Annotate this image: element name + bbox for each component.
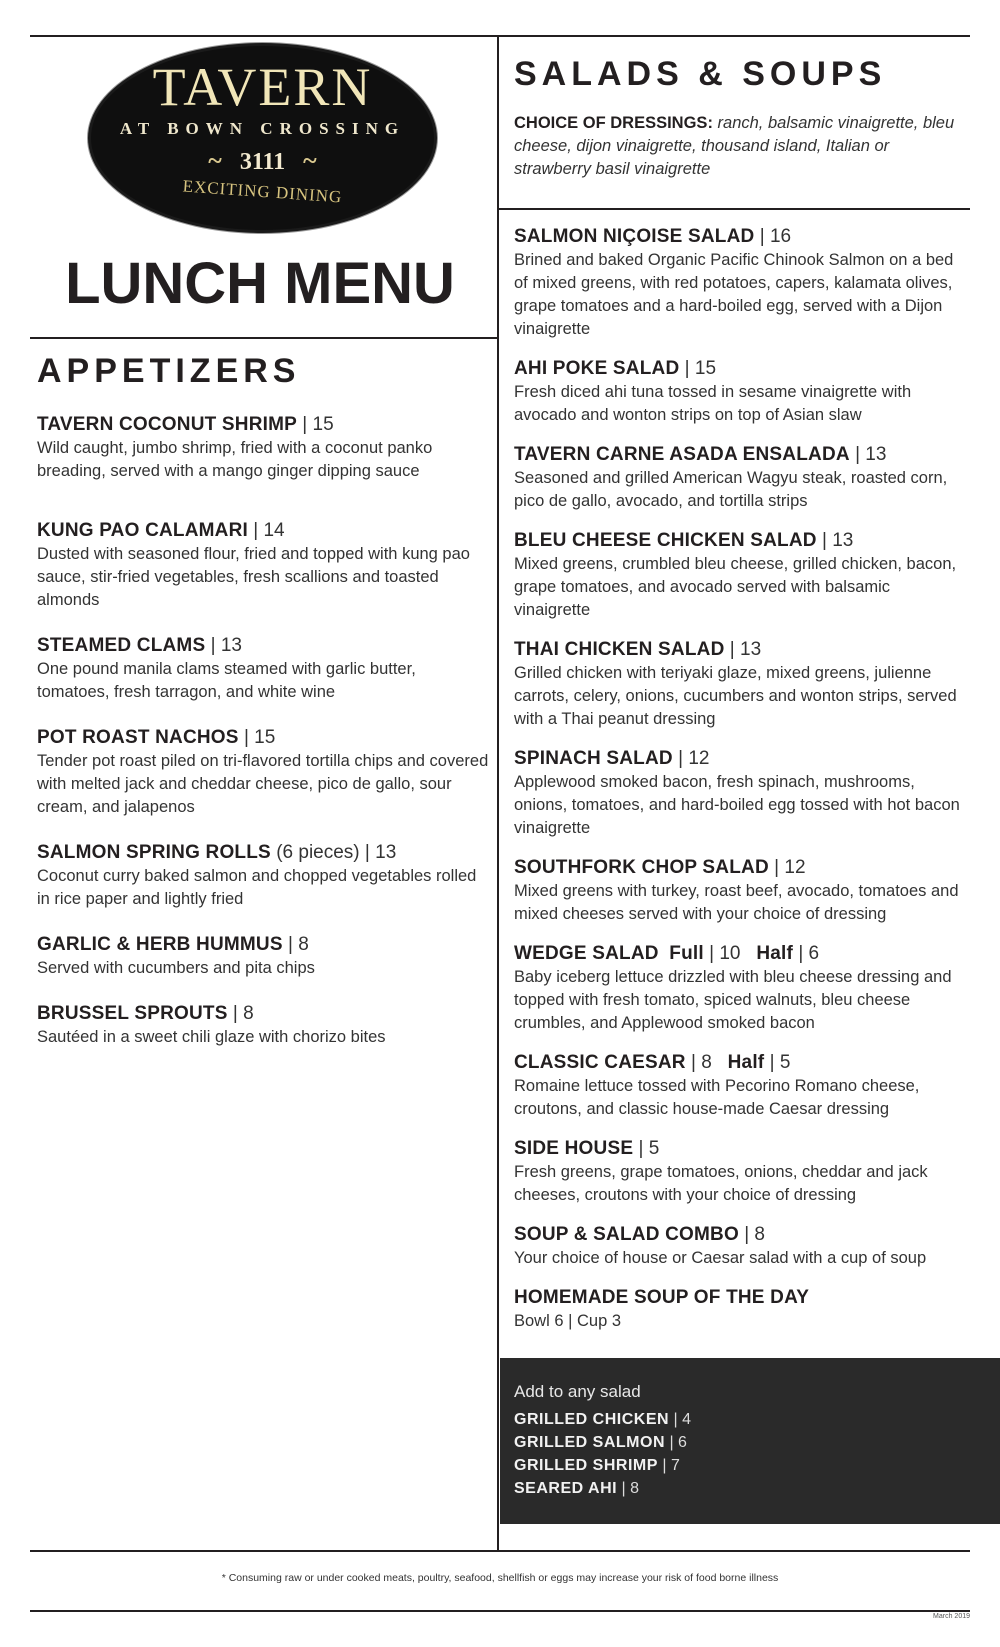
- menu-item-name: SOUP & SALAD COMBO: [514, 1224, 739, 1245]
- menu-item-header: [37, 841, 492, 865]
- menu-item: [514, 357, 969, 427]
- appetizers-list: [37, 413, 492, 1063]
- menu-item-name: SPINACH SALAD: [514, 748, 673, 769]
- addon-price: | 8: [621, 1480, 640, 1497]
- menu-item-name: BRUSSEL SPROUTS: [37, 1003, 228, 1024]
- menu-item-name: AHI POKE SALAD: [514, 358, 680, 379]
- appetizers-title: APPETIZERS: [37, 352, 301, 390]
- menu-item-price: | 5: [638, 1138, 660, 1159]
- menu-item: [514, 1137, 969, 1207]
- menu-item-name: TAVERN COCONUT SHRIMP: [37, 414, 297, 435]
- menu-item: [514, 1223, 969, 1270]
- menu-item-header: [514, 856, 969, 880]
- menu-item-description: Wild caught, jumbo shrimp, fried with a coconut panko breading, served with a mango ginger dipping sauce: [37, 439, 433, 480]
- menu-item-half-price: | 5: [769, 1052, 791, 1073]
- menu-item: [514, 225, 969, 341]
- menu-item-name: BLEU CHEESE CHICKEN SALAD: [514, 530, 817, 551]
- menu-item-price: | 13: [729, 639, 762, 660]
- dressings-note: [514, 112, 964, 181]
- menu-item-price: | 8: [288, 934, 309, 955]
- addon-name: SEARED AHI: [514, 1480, 618, 1497]
- salad-addons-box: [500, 1358, 1000, 1524]
- menu-item-name: STEAMED CLAMS: [37, 635, 206, 656]
- menu-item-name: POT ROAST NACHOS: [37, 727, 239, 748]
- menu-item: [37, 413, 492, 483]
- menu-item-description: Dusted with seasoned flour, fried and topped with kung pao sauce, stir-fried vegetables, fresh scallions and toasted almonds: [37, 545, 470, 609]
- menu-item-half-price: | 6: [798, 943, 820, 964]
- menu-item-price: | 13: [855, 444, 887, 465]
- menu-item-price: | 12: [774, 857, 806, 878]
- menu-item-price: | 13: [210, 635, 242, 656]
- menu-item: [37, 841, 492, 911]
- menu-item-header: [514, 443, 969, 467]
- menu-item-description: Sautéed in a sweet chili glaze with chorizo bites: [37, 1028, 386, 1046]
- menu-item: [514, 1051, 969, 1121]
- dressings-rule: [498, 208, 970, 210]
- swirl-right-icon: ~: [303, 146, 317, 175]
- logo-number: 3111: [239, 149, 286, 175]
- menu-item-name: SOUTHFORK CHOP SALAD: [514, 857, 769, 878]
- menu-item-header: [37, 634, 492, 658]
- menu-item: [37, 1002, 492, 1049]
- menu-item-name: SALMON NIÇOISE SALAD: [514, 226, 755, 247]
- menu-item: [514, 856, 969, 926]
- menu-item-price: | 12: [678, 748, 710, 769]
- menu-item: [37, 933, 492, 980]
- menu-item-name: SIDE HOUSE: [514, 1138, 634, 1159]
- addon-item: [514, 1408, 691, 1431]
- menu-item-price: | 8: [691, 1052, 712, 1073]
- menu-item-header: [514, 1137, 969, 1161]
- menu-item-header: [37, 933, 492, 957]
- menu-item-header: [514, 747, 969, 771]
- menu-item-description: Seasoned and grilled American Wagyu steak, roasted corn, pico de gallo, avocado, and tortilla strips: [514, 469, 948, 510]
- menu-item-price: | 13: [364, 842, 397, 863]
- dressings-label: CHOICE OF DRESSINGS:: [514, 114, 713, 132]
- menu-item-header: [37, 726, 492, 750]
- column-divider: [497, 35, 499, 1550]
- menu-item-header: [514, 1051, 969, 1075]
- addon-price: | 6: [669, 1434, 687, 1451]
- menu-item-header: [514, 1223, 969, 1247]
- menu-item-description: Fresh greens, grape tomatoes, onions, cheddar and jack cheeses, croutons with your choice of dressing: [514, 1163, 928, 1204]
- menu-item-description: Romaine lettuce tossed with Pecorino Romano cheese, croutons, and classic house-made Caesar dressing: [514, 1077, 920, 1118]
- menu-item-description: Brined and baked Organic Pacific Chinook Salmon on a bed of mixed greens, with red potatoes, capers, kalamata olives, grape tomatoes and a hard-boiled egg, served with a Dijon vinaigrette: [514, 251, 954, 338]
- menu-item-price: | 15: [302, 414, 334, 435]
- menu-item: [37, 726, 492, 819]
- menu-item-description: One pound manila clams steamed with garlic butter, tomatoes, fresh tarragon, and white wine: [37, 660, 416, 701]
- menu-item-description: Tender pot roast piled on tri-flavored tortilla chips and covered with melted jack and cheddar cheese, pico de gallo, sour cream, and jalapenos: [37, 752, 489, 816]
- menu-item-header: [514, 1286, 969, 1310]
- menu-item: [514, 638, 969, 731]
- logo-number-row: [91, 146, 434, 176]
- menu-item-header: [514, 357, 969, 381]
- menu-item-price: | 15: [243, 727, 276, 748]
- menu-item-description: Your choice of house or Caesar salad with a cup of soup: [514, 1249, 927, 1267]
- menu-item-price: | 8: [744, 1224, 765, 1245]
- menu-item-portion: (6 pieces): [276, 842, 360, 863]
- menu-item-price: | 15: [684, 358, 717, 379]
- addon-name: GRILLED CHICKEN: [514, 1411, 670, 1428]
- menu-item: [514, 443, 969, 513]
- menu-item-price: | 16: [759, 226, 792, 247]
- title-rule: [30, 337, 498, 339]
- addon-item: [514, 1454, 691, 1477]
- menu-item-description: Coconut curry baked salmon and chopped vegetables rolled in rice paper and lightly fried: [37, 867, 477, 908]
- salads-list: [514, 225, 969, 1349]
- menu-item-full-label: Full: [669, 943, 704, 964]
- menu-item-header: [514, 529, 969, 553]
- top-rule: [30, 35, 970, 37]
- menu-item: [514, 747, 969, 840]
- tavern-logo: [88, 43, 437, 233]
- menu-item-name: THAI CHICKEN SALAD: [514, 639, 725, 660]
- addon-item: [514, 1431, 691, 1454]
- menu-item-name: TAVERN CARNE ASADA ENSALADA: [514, 444, 850, 465]
- dressings-text: ranch, balsamic vinaigrette, bleu cheese, dijon vinaigrette, thousand island, Italian or strawberry basil vinaigrette: [514, 114, 955, 178]
- addons-list: [514, 1408, 691, 1500]
- swirl-left-icon: ~: [208, 146, 222, 175]
- menu-item-name: SALMON SPRING ROLLS: [37, 842, 271, 863]
- menu-item: [37, 634, 492, 704]
- menu-item: [37, 519, 492, 612]
- menu-item-description: Bowl 6 | Cup 3: [514, 1312, 622, 1330]
- menu-item-description: Fresh diced ahi tuna tossed in sesame vinaigrette with avocado and wonton strips on top of Asian slaw: [514, 383, 912, 424]
- date-note: March 2019: [933, 1613, 970, 1620]
- menu-item-header: [37, 1002, 492, 1026]
- menu-item-description: Baby iceberg lettuce drizzled with bleu cheese dressing and topped with fresh tomato, spiced walnuts, bleu cheese crumbles, and Applewood smoked bacon: [514, 968, 952, 1032]
- logo-subtitle: AT BOWN CROSSING: [119, 119, 406, 138]
- menu-item-name: GARLIC & HERB HUMMUS: [37, 934, 283, 955]
- menu-item-header: [37, 519, 492, 543]
- menu-item-header: [514, 638, 969, 662]
- menu-item-name: WEDGE SALAD: [514, 943, 659, 964]
- menu-item-description: Applewood smoked bacon, fresh spinach, mushrooms, onions, tomatoes, and hard-boiled egg tossed with hot bacon vinaigrette: [514, 773, 960, 837]
- menu-item: [514, 1286, 969, 1333]
- addon-name: GRILLED SHRIMP: [514, 1457, 658, 1474]
- logo-tagline: EXCITING DINING: [182, 176, 343, 207]
- menu-item-description: Mixed greens, crumbled bleu cheese, grilled chicken, bacon, grape tomatoes, and avocado served with balsamic vinaigrette: [514, 555, 957, 619]
- footnote: * Consuming raw or under cooked meats, poultry, seafood, shellfish or eggs may increase your risk of food borne illness: [221, 1572, 779, 1584]
- addon-name: GRILLED SALMON: [514, 1434, 665, 1451]
- menu-item: [514, 942, 969, 1035]
- menu-item-description: Mixed greens with turkey, roast beef, avocado, tomatoes and mixed cheeses served with your choice of dressing: [514, 882, 959, 923]
- addon-item: [514, 1477, 691, 1500]
- menu-item-description: Served with cucumbers and pita chips: [37, 959, 315, 977]
- menu-item-header: [37, 413, 492, 437]
- menu-item-description: Grilled chicken with teriyaki glaze, mixed greens, julienne carrots, celery, onions, cucumbers and wonton strips, served with a Thai peanut dressing: [514, 664, 957, 728]
- addon-price: | 4: [673, 1411, 692, 1428]
- menu-item-price: | 14: [253, 520, 285, 541]
- menu-item: [514, 529, 969, 622]
- menu-item-half-label: Half: [756, 943, 794, 964]
- logo-name: TAVERN: [152, 57, 373, 117]
- menu-item-name: KUNG PAO CALAMARI: [37, 520, 248, 541]
- addon-price: | 7: [662, 1457, 680, 1474]
- menu-item-price: | 10: [709, 943, 741, 964]
- bottom-rule: [30, 1550, 970, 1552]
- menu-item-name: HOMEMADE SOUP OF THE DAY: [514, 1287, 810, 1308]
- menu-item-price: | 13: [821, 530, 854, 551]
- footer-rule: [30, 1610, 970, 1612]
- menu-item-price: | 8: [232, 1003, 254, 1024]
- menu-item-half-label: Half: [727, 1052, 765, 1073]
- menu-item-header: [514, 942, 969, 966]
- page-title: LUNCH MENU: [65, 251, 455, 316]
- addons-lead: Add to any salad: [514, 1382, 641, 1401]
- menu-item-name: CLASSIC CAESAR: [514, 1052, 686, 1073]
- menu-item-header: [514, 225, 969, 249]
- salads-title: SALADS & SOUPS: [514, 55, 887, 93]
